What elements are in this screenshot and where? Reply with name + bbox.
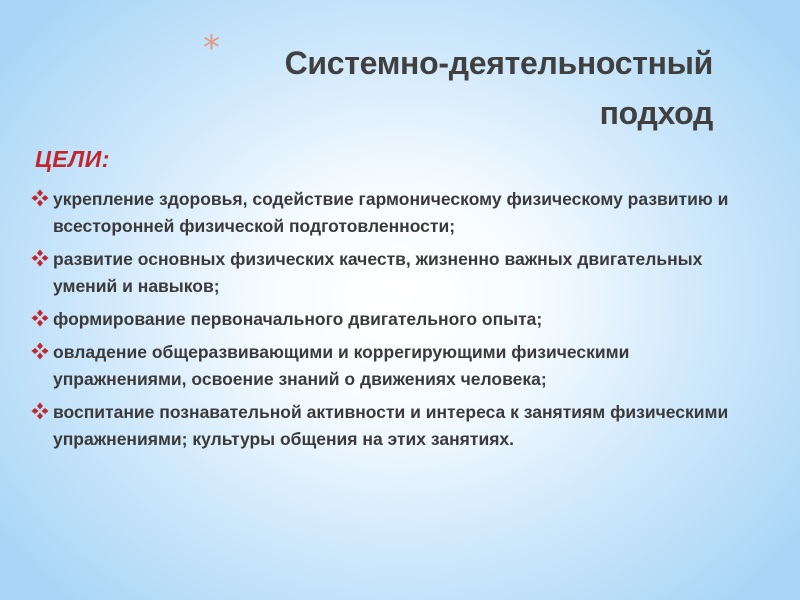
slide-title bbox=[243, 38, 713, 138]
slide-title-line-2: подход bbox=[599, 95, 713, 131]
goal-item-3 bbox=[31, 306, 761, 333]
goal-text: воспитание познавательной активности и интереса к занятиям физическими упражнениями; культуры общения на этих занятиях. bbox=[53, 402, 729, 449]
goal-item-4 bbox=[31, 339, 761, 393]
goal-text: укрепление здоровья, содействие гармоническому физическому развитию и всесторонней физической подготовленности; bbox=[53, 189, 729, 236]
four-diamond-bullet-icon bbox=[31, 402, 49, 420]
four-diamond-bullet-icon bbox=[31, 342, 49, 360]
goal-item-5 bbox=[31, 399, 761, 453]
goals-list bbox=[31, 186, 761, 459]
goal-text: развитие основных физических качеств, жизненно важных двигательных умений и навыков; bbox=[53, 249, 703, 296]
goal-item-1 bbox=[31, 186, 761, 240]
goal-text: формирование первоначального двигательного опыта; bbox=[53, 309, 543, 329]
four-diamond-bullet-icon bbox=[31, 189, 49, 207]
goals-heading: ЦЕЛИ: bbox=[35, 146, 110, 172]
goal-text: овладение общеразвивающими и коррегирующими физическими упражнениями, освоение знаний о движениях человека; bbox=[53, 342, 630, 389]
title-asterisk: * bbox=[203, 28, 220, 68]
goal-item-2 bbox=[31, 246, 761, 300]
four-diamond-bullet-icon bbox=[31, 309, 49, 327]
slide-title-line-1: Системно-деятельностный bbox=[284, 45, 713, 81]
four-diamond-bullet-icon bbox=[31, 249, 49, 267]
